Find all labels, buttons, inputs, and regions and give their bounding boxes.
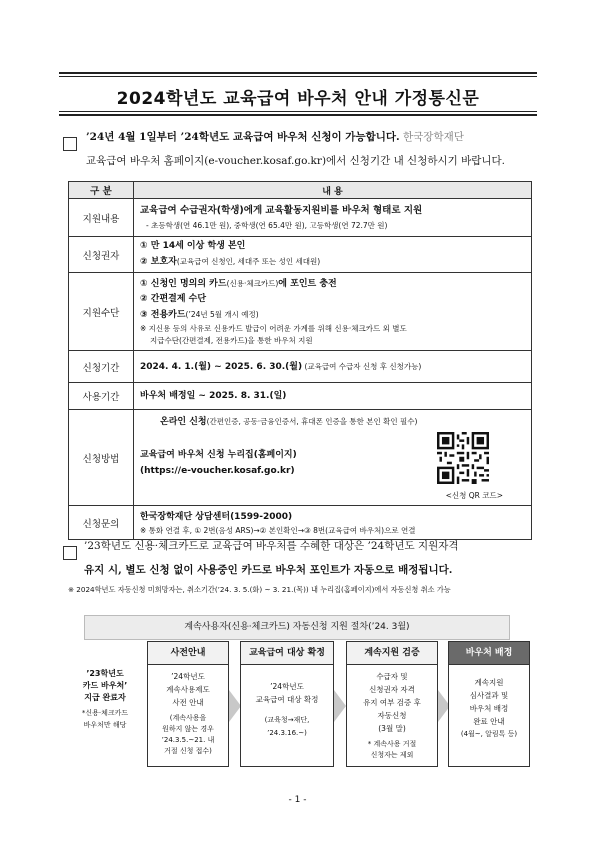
- support-line-1: 교육급여 수급권자(학생)에게 교육활동지원비를 바우처 형태로 지원: [140, 204, 423, 216]
- intro-bold: ’24년 4월 1일부터 ’24학년도 교육급여 바우처 신청이 가능합니다.: [86, 131, 400, 143]
- means-card-end: 에 포인트 충전: [278, 279, 337, 289]
- row-label: 사용기간: [69, 383, 134, 410]
- step-text: (3월 말): [378, 724, 406, 733]
- qr-code-icon: [437, 432, 489, 484]
- target-sub-1: *신용·체크카드: [81, 709, 129, 717]
- row-use: [69, 383, 532, 410]
- row-label: 신청방법: [69, 410, 134, 506]
- period-note: (교육급여 수급자 신청 후 신청가능): [302, 361, 422, 371]
- means-card-type: (신용·체크카드): [226, 279, 279, 288]
- target-line-2: 카드 바우처’: [82, 681, 128, 690]
- target-line-1: ’23학년도: [86, 669, 124, 678]
- qr-code[interactable]: [437, 432, 489, 487]
- step-text: 원하지 않는 경우: [162, 725, 214, 733]
- target-sub-2: 바우처만 해당: [83, 721, 127, 729]
- step-text: (계속사용을: [169, 714, 207, 722]
- auto-cancel-note: ※ 2024학년도 자동신청 미희망자는, 취소기간(’24. 3. 5.(화) ~ 3. 21.(목)) 내 누리집(홈페이지)에서 자동신청 취소 가능: [68, 585, 451, 594]
- step-text: (교육청→재단,: [264, 716, 310, 724]
- checkbox-icon: [63, 546, 77, 560]
- means-card: ① 신청인 명의의 카드: [140, 279, 227, 289]
- step-text: ’24학년도: [270, 682, 304, 691]
- step-title: 교육급여 대상 확정: [241, 642, 333, 665]
- row-period: [69, 351, 532, 383]
- step-text: 계속사용제도: [166, 685, 210, 694]
- support-line-2: - 초등학생(연 46.1만 원), 중학생(연 65.4만 원), 고등학생(연 72.7만 원): [146, 220, 388, 230]
- checkbox-icon: [63, 137, 77, 151]
- step-text: 사전 안내: [172, 698, 204, 707]
- title-box: [59, 72, 537, 116]
- method-online: 온라인 신청: [160, 416, 207, 427]
- step-text: 유지 여부 검증 후: [363, 698, 421, 707]
- applicant-line-1: ① 만 14세 이상 학생 본인: [140, 241, 246, 251]
- method-url[interactable]: (https://e-voucher.kosaf.go.kr): [140, 465, 295, 476]
- inquiry-center: 한국장학재단 상담센터(1599-2000): [140, 511, 293, 522]
- row-applicant: [69, 237, 532, 273]
- step-text: 심사결과 및: [469, 691, 509, 700]
- row-label: 지원수단: [69, 273, 134, 351]
- use-dates: 바우처 배정일 ~ 2025. 8. 31.(일): [134, 383, 532, 410]
- header-category: 구 분: [69, 182, 134, 199]
- step-pre-notice: [147, 641, 229, 767]
- row-label: 신청권자: [69, 237, 134, 273]
- means-dedicated-card: ③ 전용카드: [140, 310, 186, 320]
- auto-line-1: ’23학년도 신용·체크카드로 교육급여 바우처를 수혜한 대상은 ’24학년도 지원자격: [84, 540, 459, 552]
- step-text: 자동신청: [377, 711, 407, 720]
- step-text: 바우처 배정: [469, 704, 509, 713]
- means-note-1: ※ 지신용 등의 사유로 신용카드 발급이 어려운 가계를 위해 신용·체크카드 외 별도: [140, 324, 407, 333]
- period-dates: 2024. 4. 1.(월) ~ 2025. 6. 30.(월): [140, 361, 303, 372]
- auto-line-2: 유지 시, 별도 신청 없이 사용중인 카드로 바우처 포인트가 자동으로 배정됩니다.: [84, 564, 453, 576]
- intro-rest: 한국장학재단: [399, 131, 464, 143]
- page-title: 2024학년도 교육급여 바우처 안내 가정통신문: [116, 89, 480, 109]
- means-easy-pay: ② 간편결제 수단: [140, 294, 207, 304]
- intro-line-1: [86, 126, 464, 149]
- process-target: [64, 668, 146, 731]
- row-label: 지원내용: [69, 199, 134, 237]
- step-text: (4월~, 알림톡 등): [460, 730, 518, 738]
- step-text: ’24.3.16.~): [267, 729, 307, 737]
- table-header-row: [69, 182, 532, 199]
- step-text: 신청권자 자격: [369, 685, 415, 694]
- step-confirm: [240, 641, 334, 767]
- arrow-icon: [334, 690, 346, 722]
- row-means: [69, 273, 532, 351]
- applicant-guardian-detail: (교육급여 신청인, 세대주 또는 성인 세대원): [176, 257, 321, 266]
- applicant-guardian: ② 보호자: [140, 257, 177, 267]
- method-online-detail: (간편인증, 공동·금융인증서, 휴대폰 인증을 통한 본인 확인 필수): [206, 416, 418, 426]
- header-content: 내 용: [134, 182, 532, 199]
- page-number: - 1 -: [288, 795, 307, 805]
- process-header: 계속사용자(신용·체크카드) 자동신청 지원 절차(’24. 3월): [84, 615, 510, 640]
- step-text: 교육급여 대상 확정: [255, 695, 319, 704]
- row-method: [69, 410, 532, 506]
- step-assign: [448, 641, 530, 767]
- row-label: 신청문의: [69, 506, 134, 540]
- inquiry-note: ※ 통화 연결 후, ① 2번(음성 ARS)→② 본인확인→③ 8번(교육급여 바우처)으로 연결: [140, 525, 416, 535]
- qr-caption: <신청 QR 코드>: [445, 490, 503, 500]
- means-note-2: 지급수단(간편결제, 전용카드)을 통한 바우처 지원: [150, 336, 313, 345]
- step-text: 계속지원: [474, 678, 504, 687]
- method-site: 교육급여 바우처 신청 누리집(홈페이지): [140, 449, 297, 460]
- step-verify: [346, 641, 438, 767]
- step-text: 거절 신청 접수): [164, 747, 212, 755]
- step-text: ’24학년도: [171, 672, 205, 681]
- step-title: 사전안내: [148, 642, 228, 665]
- step-text: ’24.3.5.~21. 내: [161, 736, 215, 744]
- step-text: * 계속사용 거절: [367, 740, 417, 748]
- intro-line-2: 교육급여 바우처 홈페이지(e-voucher.kosaf.go.kr)에서 신청기간 내 신청하시기 바랍니다.: [86, 155, 506, 167]
- step-title: 계속지원 검증: [347, 642, 437, 665]
- step-text: 수급자 및: [376, 672, 408, 681]
- means-dedicated-card-date: (’24년 5월 개시 예정): [185, 310, 259, 319]
- step-text: 완료 안내: [473, 717, 505, 726]
- step-text: 신청자는 제외: [370, 751, 414, 759]
- step-title: 바우처 배정: [449, 642, 529, 665]
- row-support: [69, 199, 532, 237]
- row-label: 신청기간: [69, 351, 134, 383]
- target-line-3: 지급 완료자: [84, 693, 126, 702]
- info-table: [68, 181, 532, 540]
